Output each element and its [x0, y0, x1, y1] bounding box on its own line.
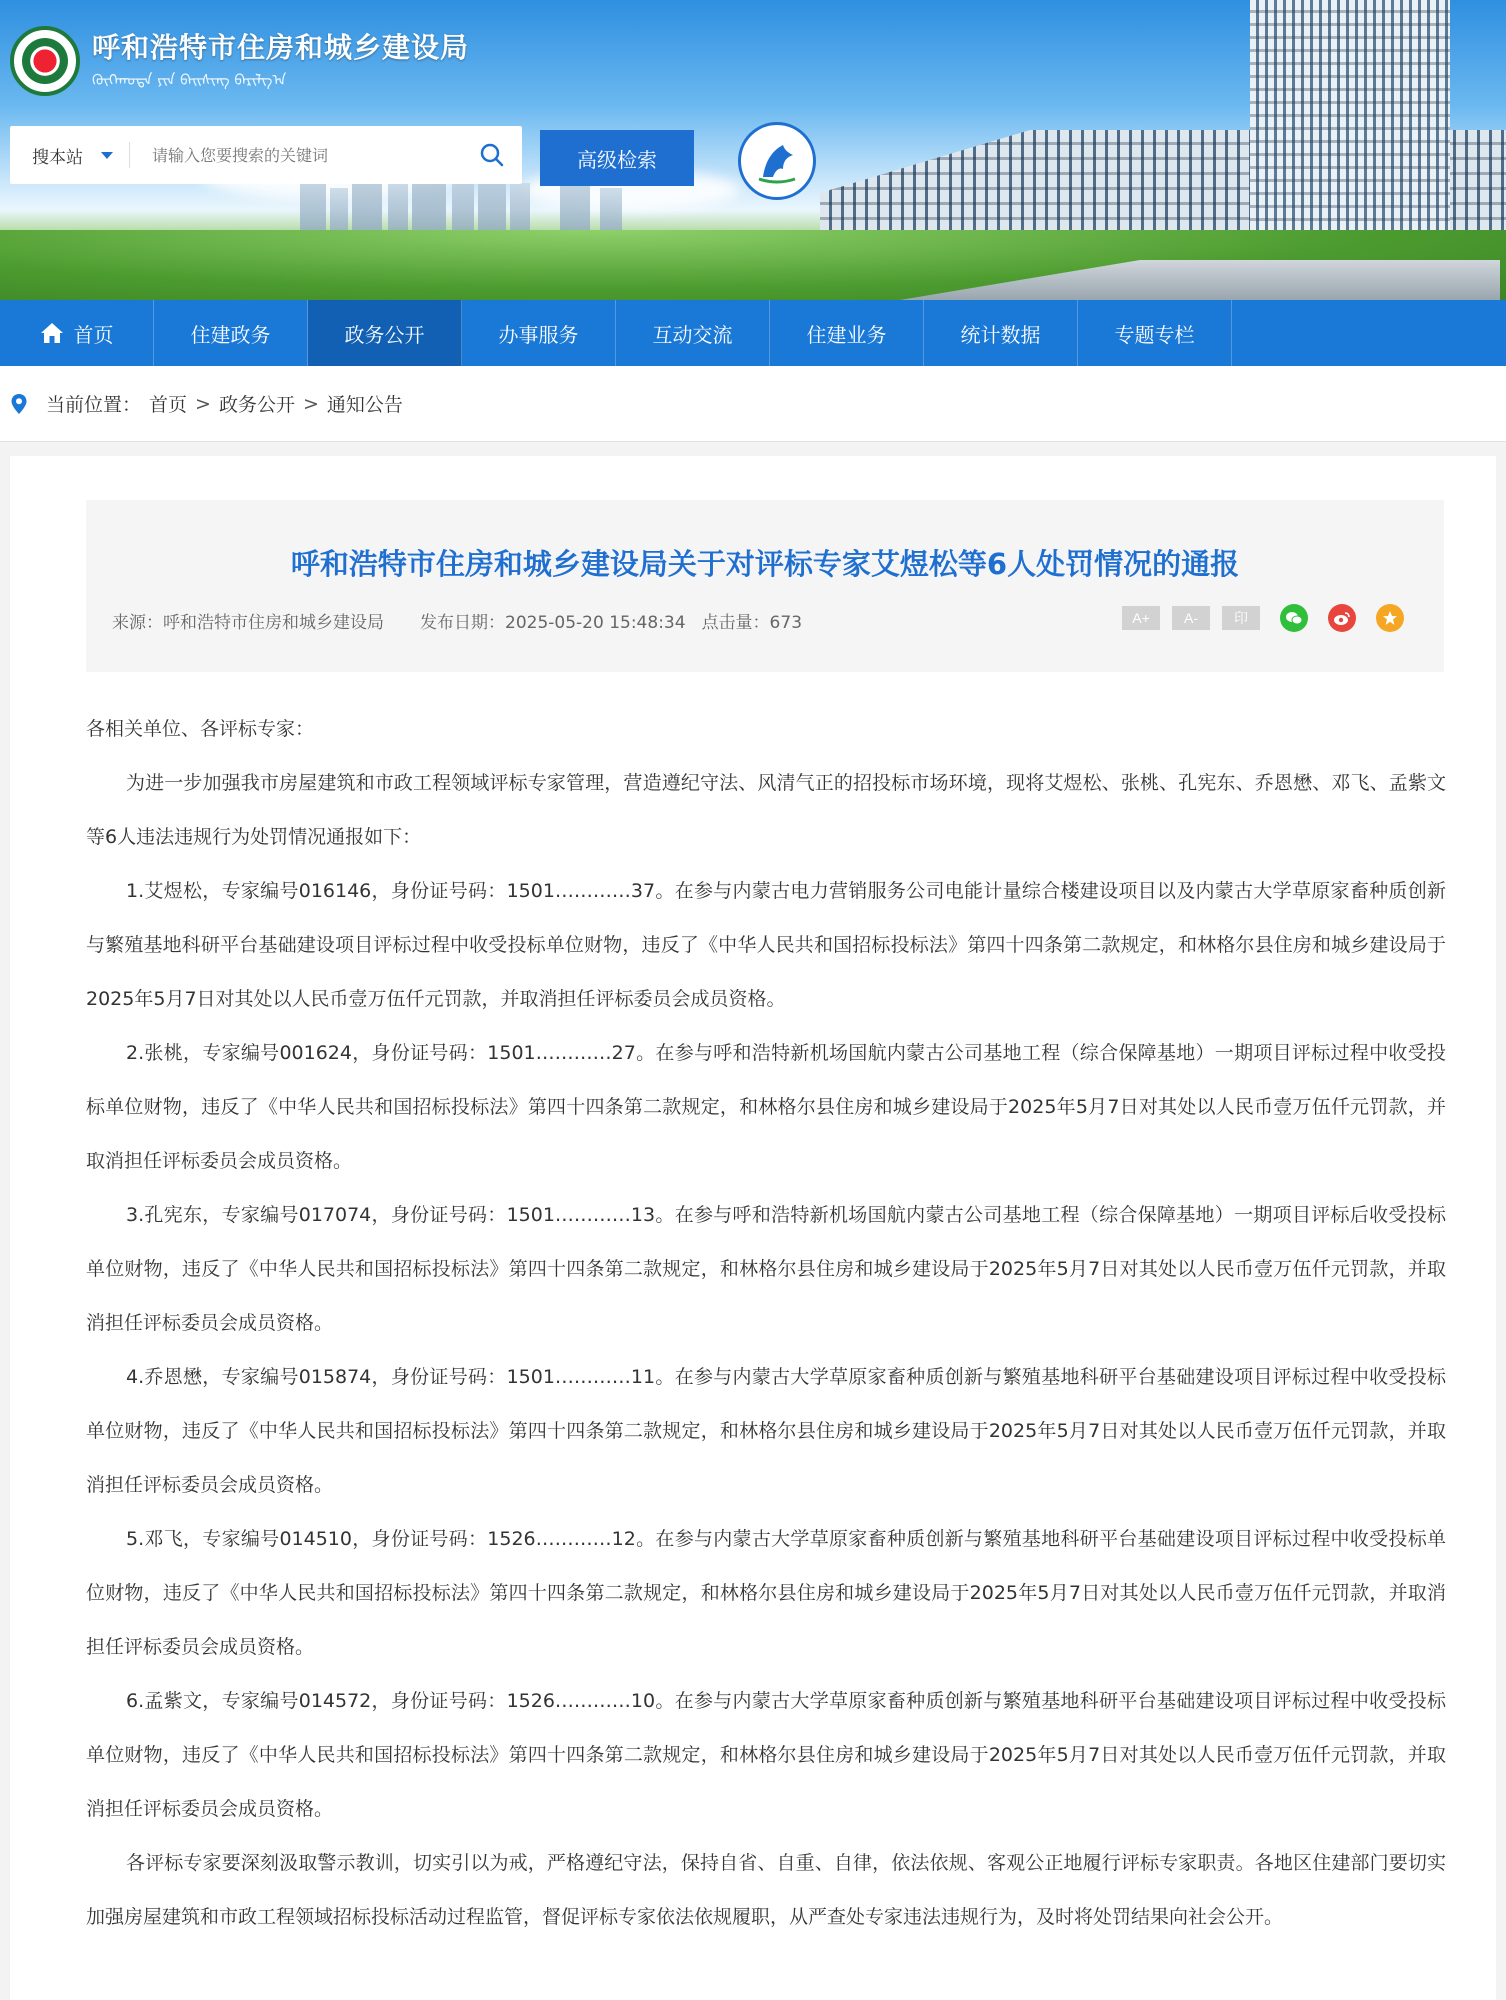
nav-interaction[interactable]: 互动交流	[616, 300, 770, 366]
article-meta	[112, 608, 802, 633]
weibo-share-icon[interactable]	[1328, 604, 1356, 632]
favorite-star-icon[interactable]	[1376, 604, 1404, 632]
breadcrumb-separator: >	[195, 392, 211, 415]
body-paragraph: 2.张桃，专家编号001624，身份证号码：1501…………27。在参与呼和浩特新机场国航内蒙古公司基地工程（综合保障基地）一期项目评标过程中收受投标单位财物，违反了《中华人民共和国招标投标法》第四十四条第二款规定，和林格尔县住房和城乡建设局于2025年5月7日对其处以人民币壹万伍仟元罚款，并取消担任评标委员会成员资格。	[86, 1042, 1446, 1172]
advanced-search-button[interactable]: 高级检索	[540, 130, 694, 186]
article-body	[86, 702, 1446, 1944]
article-views: 点击量：673	[701, 613, 803, 633]
article-title: 呼和浩特市住房和城乡建设局关于对评标专家艾煜松等6人处罚情况的通报	[290, 547, 1240, 581]
search-scope-select[interactable]	[10, 142, 130, 168]
body-paragraph: 1.艾煜松，专家编号016146，身份证号码：1501…………37。在参与内蒙古电力营销服务公司电能计量综合楼建设项目以及内蒙古大学草原家畜种质创新与繁殖基地科研平台基础建设项目评标过程中收受投标单位财物，违反了《中华人民共和国招标投标法》第四十四条第二款规定，和林格尔县住房和城乡建设局于2025年5月7日对其处以人民币壹万伍仟元罚款，并取消担任评标委员会成员资格。	[86, 880, 1446, 1010]
search-scope-label: 搜本站	[32, 147, 83, 168]
nav-home-label: 首页	[73, 322, 114, 347]
breadcrumb-separator: >	[302, 392, 319, 415]
font-decrease-button[interactable]: A-	[1172, 606, 1210, 630]
horse-emblem-icon	[738, 122, 816, 200]
body-paragraph: 5.邓飞，专家编号014510，身份证号码：1526…………12。在参与内蒙古大学草原家畜种质创新与繁殖基地科研平台基础建设项目评标过程中收受投标单位财物，违反了《中华人民共和国招标投标法》第四十四条第二款规定，和林格尔县住房和城乡建设局于2025年5月7日对其处以人民币壹万伍仟元罚款，并取消担任评标委员会成员资格。	[86, 1528, 1446, 1658]
chevron-down-icon	[101, 152, 113, 159]
nav-housing-business[interactable]: 住建业务	[770, 300, 924, 366]
article-tools	[1122, 604, 1404, 632]
article-source: 来源：呼和浩特市住房和城乡建设局	[112, 613, 384, 633]
search-icon[interactable]	[462, 126, 522, 184]
breadcrumb-disclosure[interactable]: 政务公开	[218, 394, 295, 416]
main-nav	[0, 300, 1506, 366]
breadcrumb	[0, 366, 1506, 442]
wechat-share-icon[interactable]	[1280, 604, 1308, 632]
body-paragraph: 6.孟紫文，专家编号014572，身份证号码：1526…………10。在参与内蒙古大学草原家畜种质创新与繁殖基地科研平台基础建设项目评标过程中收受投标单位财物，违反了《中华人民共和国招标投标法》第四十四条第二款规定，和林格尔县住房和城乡建设局于2025年5月7日对其处以人民币壹万伍仟元罚款，并取消担任评标委员会成员资格。	[86, 1690, 1446, 1820]
nav-housing-affairs[interactable]: 住建政务	[154, 300, 308, 366]
nav-special-topics[interactable]: 专题专栏	[1078, 300, 1232, 366]
article	[10, 456, 1496, 2000]
breadcrumb-notices[interactable]: 通知公告	[326, 394, 403, 416]
font-increase-button[interactable]: A+	[1122, 606, 1160, 630]
salutation: 各相关单位、各评标专家：	[86, 718, 315, 740]
location-pin-icon	[10, 393, 28, 415]
print-button[interactable]: 印	[1222, 606, 1260, 630]
nav-government-disclosure[interactable]: 政务公开	[308, 300, 462, 366]
body-paragraph: 为进一步加强我市房屋建筑和市政工程领域评标专家管理，营造遵纪守法、风清气正的招投标市场环境，现将艾煜松、张桃、孔宪东、乔恩懋、邓飞、孟紫文等6人违法违规行为处罚情况通报如下：	[86, 772, 1446, 848]
home-icon	[40, 322, 64, 344]
site-logo[interactable]	[10, 26, 80, 96]
search-input[interactable]	[130, 135, 462, 175]
article-header	[86, 500, 1444, 672]
body-paragraph: 3.孔宪东，专家编号017074，身份证号码：1501…………13。在参与呼和浩特新机场国航内蒙古公司基地工程（综合保障基地）一期项目评标后收受投标单位财物，违反了《中华人民共和国招标投标法》第四十四条第二款规定，和林格尔县住房和城乡建设局于2025年5月7日对其处以人民币壹万伍仟元罚款，并取消担任评标委员会成员资格。	[86, 1204, 1446, 1334]
body-paragraph: 4.乔恩懋，专家编号015874，身份证号码：1501…………11。在参与内蒙古大学草原家畜种质创新与繁殖基地科研平台基础建设项目评标过程中收受投标单位财物，违反了《中华人民共和国招标投标法》第四十四条第二款规定，和林格尔县住房和城乡建设局于2025年5月7日对其处以人民币壹万伍仟元罚款，并取消担任评标委员会成员资格。	[86, 1366, 1446, 1496]
nav-services[interactable]: 办事服务	[462, 300, 616, 366]
nav-statistics[interactable]: 统计数据	[924, 300, 1078, 366]
search-box	[10, 126, 522, 184]
article-date: 发布日期：2025-05-20 15:48:34	[420, 613, 686, 633]
header-banner	[0, 0, 1506, 300]
site-title: 呼和浩特市住房和城乡建设局	[92, 31, 470, 64]
site-subtitle-mongolian: ᠬᠥᠬᠡᠬᠣᠲᠠ ᠶᠢᠨ ᠪᠠᠢᠰᠢᠩ ᠪᠠᠷᠢᠯᠭ᠎ᠠ	[92, 71, 287, 89]
body-paragraph: 各评标专家要深刻汲取警示教训，切实引以为戒，严格遵纪守法，保持自省、自重、自律，依法依规、客观公正地履行评标专家职责。各地区住建部门要切实加强房屋建筑和市政工程领域招标投标活动过程监管，督促评标专家依法依规履职，从严查处专家违法违规行为，及时将处罚结果向社会公开。	[86, 1852, 1446, 1928]
breadcrumb-prefix: 当前位置：	[46, 394, 142, 416]
nav-home[interactable]	[0, 300, 154, 366]
breadcrumb-home[interactable]: 首页	[149, 394, 188, 416]
